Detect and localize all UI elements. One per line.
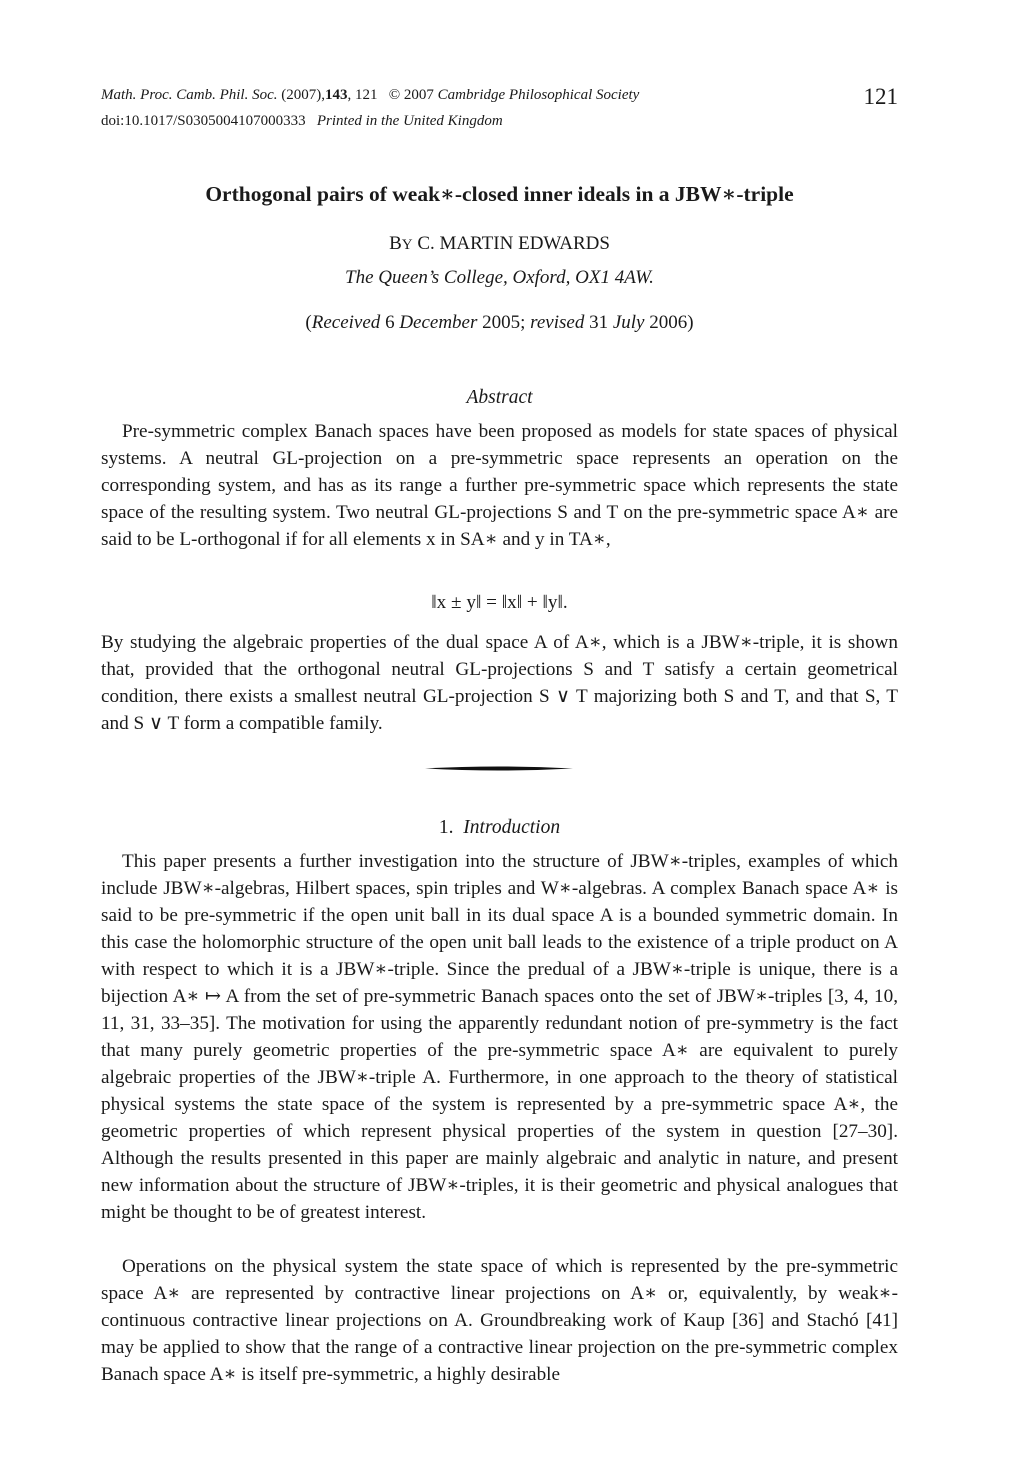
author-name: C. MARTIN EDWARDS xyxy=(417,233,610,254)
abstract-formula: ‖x ± y‖ = ‖x‖ + ‖y‖. xyxy=(431,592,568,613)
journal-name: Math. Proc. Camb. Phil. Soc. xyxy=(101,87,278,103)
paper-title: Orthogonal pairs of weak∗-closed inner ideals in a JBW∗-triple xyxy=(205,182,794,206)
author-affiliation: The Queen’s College, Oxford, OX1 4AW. xyxy=(345,267,654,288)
abstract-paragraph-2: By studying the algebraic properties of the dual space A of A∗, which is a JBW∗-triple, it is shown that, provided that the orthogonal neutral GL-projections S and T satisfy a certain geometrical condition, there exists a smallest neutral GL-projection S ∨ T majorizing both S and T, and that S, T and S ∨ T form a compatible family. xyxy=(101,632,898,734)
running-header-citation xyxy=(101,85,639,105)
received-dates: (Received 6 December 2005; revised 31 July 2006) xyxy=(305,312,694,333)
running-header-doi-line xyxy=(101,111,503,131)
introduction-paragraph-2: Operations on the physical system the state space of which is represented by the pre-symmetric space A∗ are represented by contractive linear projections on A∗ or, equivalently, by weak∗-continuous contractive linear projections on A. Groundbreaking work of Kaup [36] and Stachó [41] may be applied to show that the range of a contractive linear projection on the pre-symmetric complex Banach space A∗ is itself pre-symmetric, a highly desirable xyxy=(101,1256,898,1385)
revised-label: revised xyxy=(530,312,585,333)
abstract-separator-rule xyxy=(425,765,573,772)
section-title: Introduction xyxy=(463,817,561,838)
introduction-paragraph-1: This paper presents a further investigation into the structure of JBW∗-triples, examples of which include JBW∗-algebras, Hilbert spaces, spin triples and W∗-algebras. A complex Banach space A∗ is said to be pre-symmetric if the open unit ball in its dual space A is a bounded symmetric domain. In this case the holomorphic structure of the open unit ball leads to the existence of a triple product on A with respect to which it is a JBW∗-triple. Since the predual of a JBW∗-triple is unique, there is a bijection A∗ ↦ A from the set of pre-symmetric Banach spaces onto the set of JBW∗-triples [3, 4, 10, 11, 31, 33–35]. The motivation for using the apparently redundant notion of pre-symmetry is the fact that many purely geometric properties of the pre-symmetric space A∗ are equivalent to purely algebraic properties of the JBW∗-triple A. Furthermore, in one approach to the theory of statistical physical systems the state space of the system is represented by a pre-symmetric space A∗, the geometric properties of which represent physical properties of the system in question [27–30]. Although the results presented in this paper are mainly algebraic and analytic in nature, and present new information about the structure of JBW∗-triples, it is their geometric and physical analogues that might be thought to be of greatest interest. xyxy=(101,851,898,1223)
journal-page-ref: , 121 xyxy=(347,87,378,103)
printed-location: Printed in the United Kingdom xyxy=(316,113,503,129)
section-heading-introduction xyxy=(101,816,898,840)
by-rest: Y xyxy=(401,237,413,253)
publisher-society: Cambridge Philosophical Society xyxy=(437,87,640,103)
section-number: 1. xyxy=(438,817,454,838)
abstract-heading: Abstract xyxy=(466,387,533,408)
received-label: Received xyxy=(311,312,381,333)
page-number: 121 xyxy=(863,84,898,109)
journal-volume: 143 xyxy=(325,87,348,103)
by-initial: B xyxy=(389,233,402,254)
author-line xyxy=(101,232,898,257)
journal-year: (2007), xyxy=(281,87,326,103)
doi: doi:10.1017/S0305004107000333 xyxy=(101,113,306,129)
copyright-notice: © 2007 xyxy=(388,87,434,103)
abstract-paragraph-1: Pre-symmetric complex Banach spaces have been proposed as models for state spaces of physical systems. A neutral GL-projection on a pre-symmetric space represents an operation on the corresponding system, and has as its range a further pre-symmetric space which represents the state space of the resulting system. Two neutral GL-projections S and T on the pre-symmetric space A∗ are said to be L-orthogonal if for all elements x in SA∗ and y in TA∗, xyxy=(101,421,898,550)
